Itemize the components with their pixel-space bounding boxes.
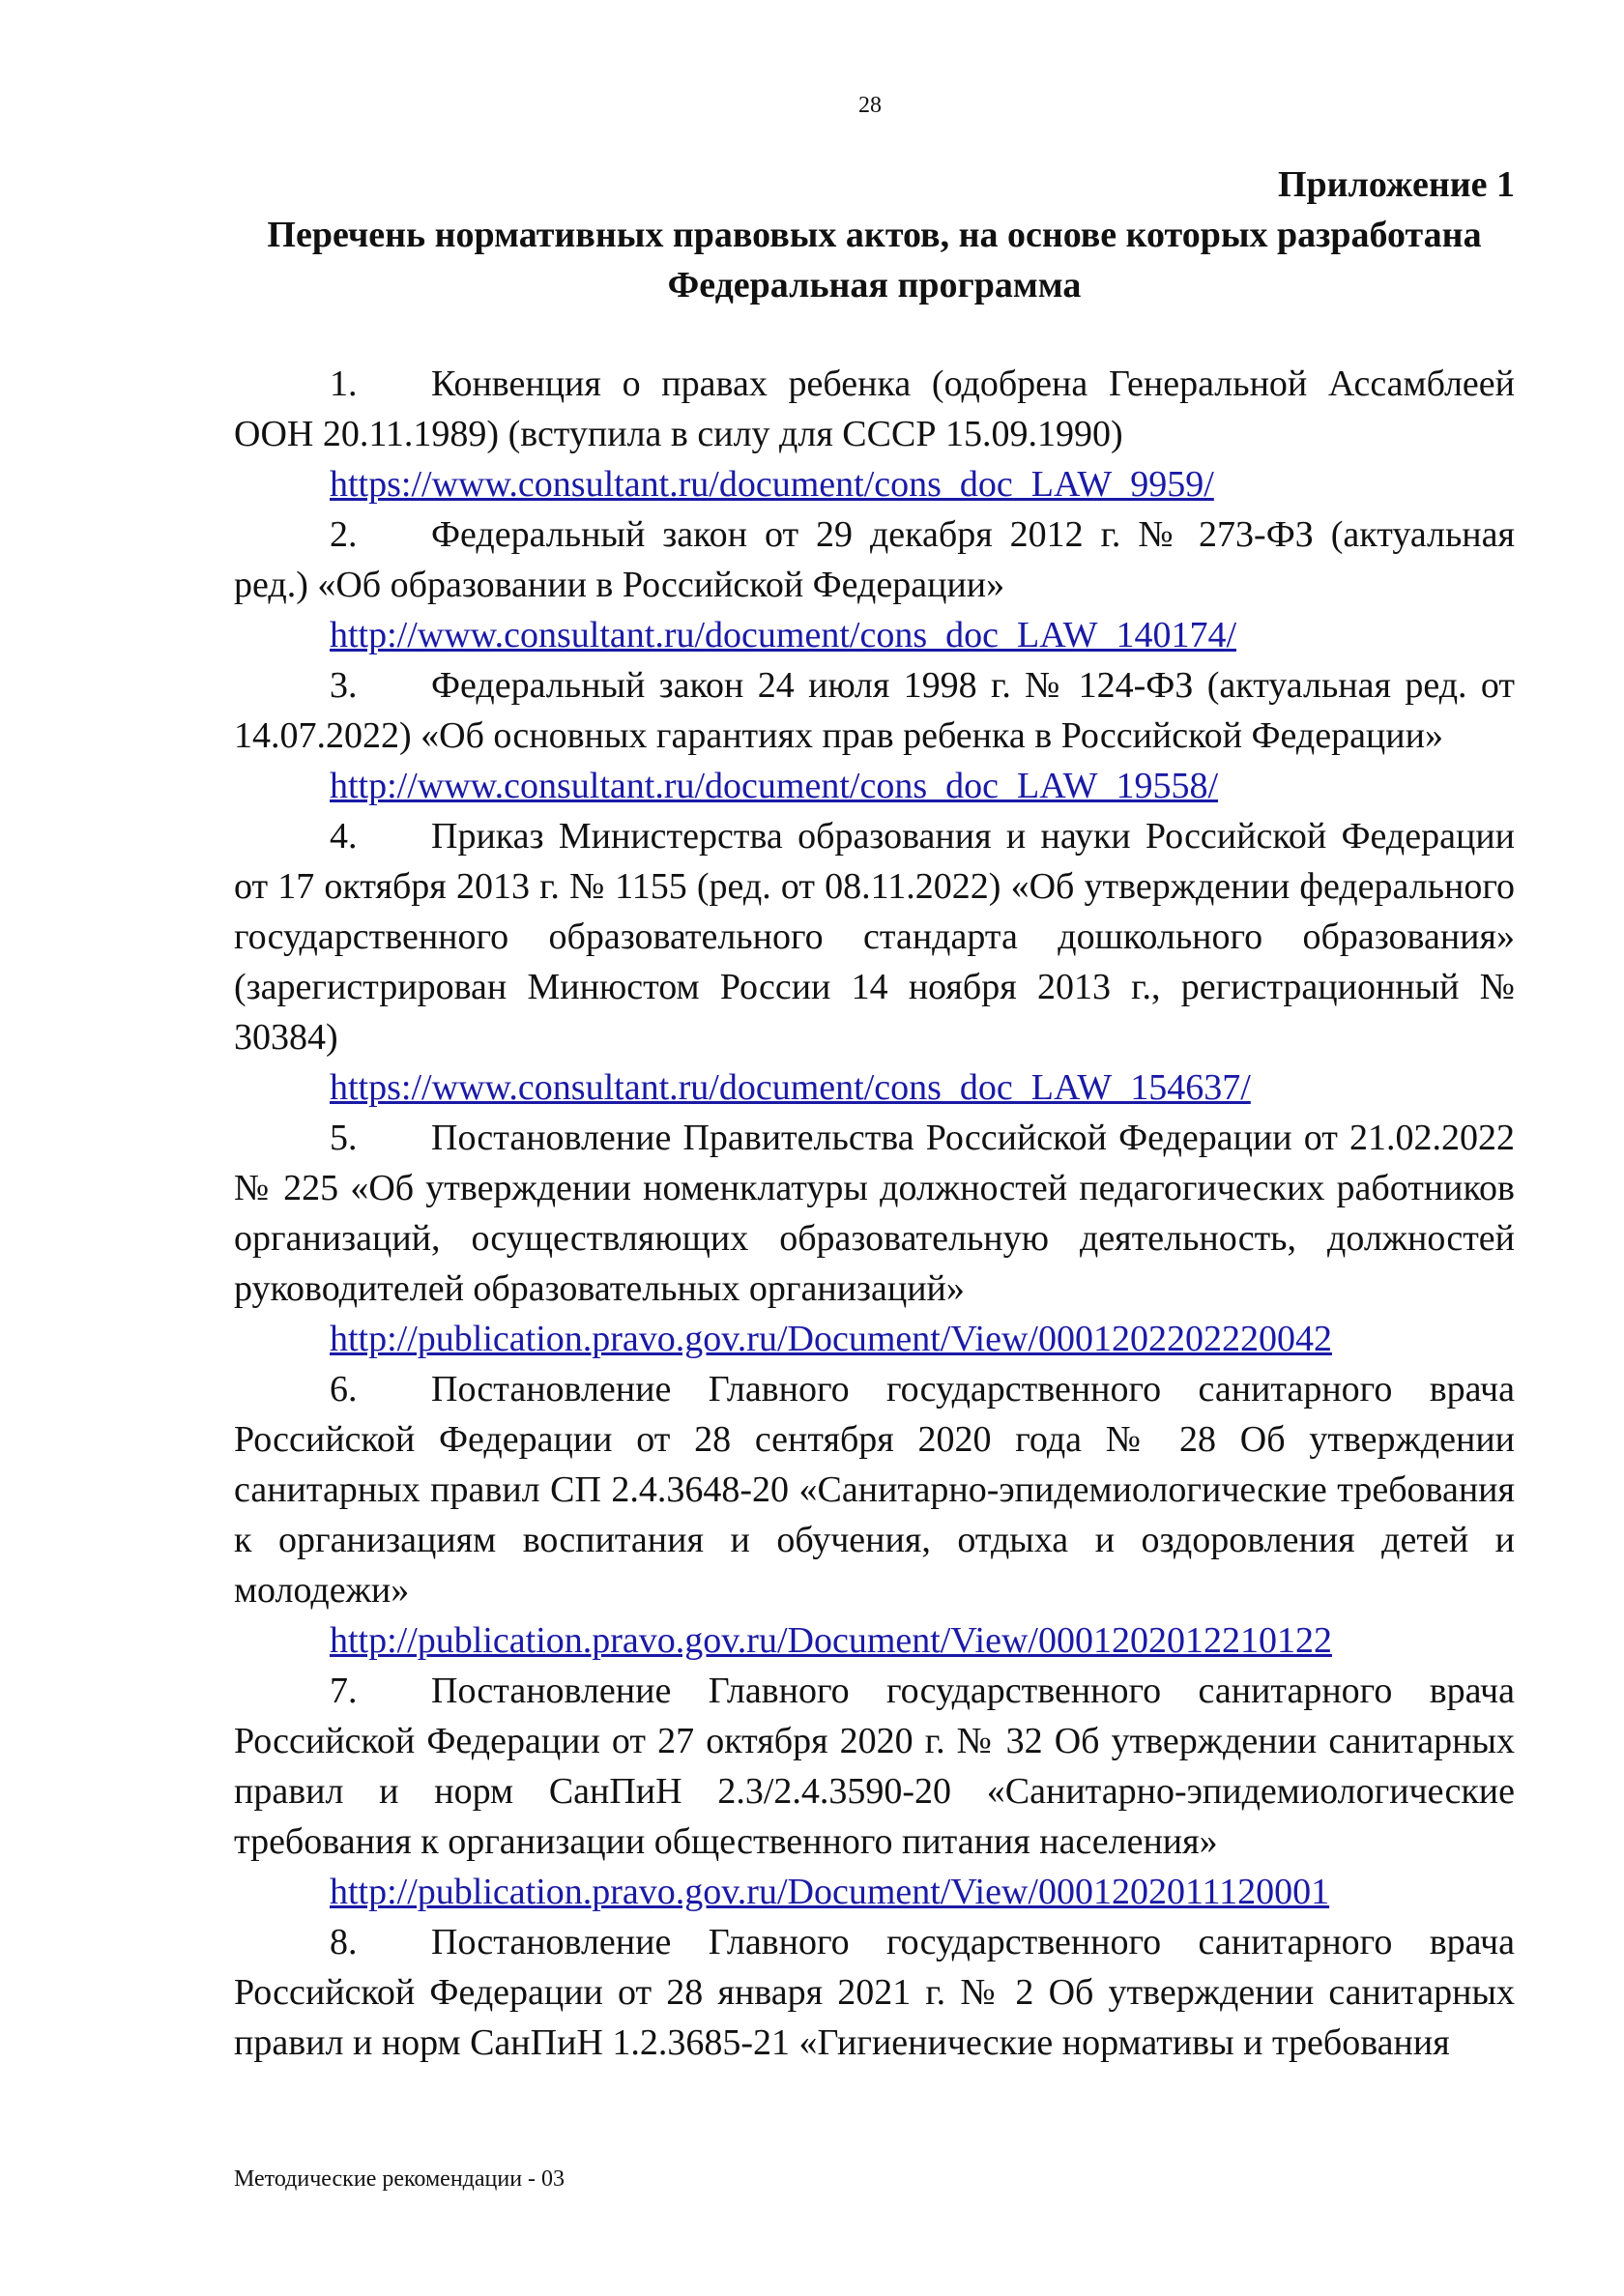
item-link[interactable]: https://www.consultant.ru/document/cons_doc_LAW_154637/ [330, 1067, 1251, 1108]
item-link[interactable]: http://publication.pravo.gov.ru/Document/View/0001202012210122 [330, 1620, 1332, 1661]
list-item-4 [234, 811, 1515, 1113]
item-link[interactable]: http://publication.pravo.gov.ru/Document/View/0001202202220042 [330, 1319, 1332, 1359]
document-body [234, 160, 1515, 2068]
item-text: Постановление Главного государственного санитарного врача Российской Федерации от 27 октября 2020 г. № 32 Об утверждении санитарных правил и норм СанПиН 2.3/2.4.3590-20 «Санитарно-эпидемиологические требования к организации общественного питания населения» [234, 1671, 1515, 1862]
list-item-1 [234, 359, 1515, 509]
list-item-3 [234, 660, 1515, 811]
list-item-2 [234, 509, 1515, 660]
item-text: Постановление Главного государственного санитарного врача Российской Федерации от 28 января 2021 г. № 2 Об утверждении санитарных правил и норм СанПиН 1.2.3685-21 «Гигиенические нормативы и требования [234, 1922, 1515, 2063]
item-text: Приказ Министерства образования и науки Российской Федерации от 17 октября 2013 г. № 1155 (ред. от 08.11.2022) «Об утверждении федерального государственного образовательного стандарта дошкольного образования» (зарегистрирован Минюстом России 14 ноября 2013 г., регистрационный № 30384) [234, 816, 1515, 1058]
item-text: Постановление Главного государственного санитарного врача Российской Федерации от 28 сентября 2020 года № 28 Об утверждении санитарных правил СП 2.4.3648-20 «Санитарно-эпидемиологические требования к организациям воспитания и обучения, отдыха и оздоровления детей и молодежи» [234, 1369, 1515, 1611]
list-item-6 [234, 1364, 1515, 1666]
footer-text: Методические рекомендации - 03 [234, 2166, 566, 2192]
list-item-7 [234, 1666, 1515, 1917]
item-number: 5. [330, 1118, 358, 1158]
item-link[interactable]: http://www.consultant.ru/document/cons_doc_LAW_140174/ [330, 615, 1237, 655]
item-number: 4. [330, 816, 358, 857]
item-number: 2. [330, 514, 358, 555]
page-number: 28 [858, 93, 882, 118]
item-text: Федеральный закон 24 июля 1998 г. № 124-ФЗ (актуальная ред. от 14.07.2022) «Об основных гарантиях прав ребенка в Российской Федерации» [234, 665, 1515, 756]
item-link[interactable]: http://publication.pravo.gov.ru/Document/View/0001202011120001 [330, 1872, 1330, 1912]
item-text: Конвенция о правах ребенка (одобрена Генеральной Ассамблеей ООН 20.11.1989) (вступила в силу для СССР 15.09.1990) [234, 363, 1515, 454]
item-text: Постановление Правительства Российской Федерации от 21.02.2022 № 225 «Об утверждении номенклатуры должностей педагогических работников организаций, осуществляющих образовательную деятельность, должностей руководителей образовательных организаций» [234, 1118, 1515, 1309]
page-title: Перечень нормативных правовых актов, на основе которых разработана Федеральная программа [267, 215, 1482, 305]
list-item-8 [234, 1917, 1515, 2068]
item-number: 6. [330, 1369, 358, 1410]
item-number: 7. [330, 1671, 358, 1711]
list-item-5 [234, 1113, 1515, 1364]
item-number: 3. [330, 665, 358, 706]
appendix-label: Приложение 1 [1277, 164, 1515, 205]
item-number: 1. [330, 363, 358, 404]
item-link[interactable]: https://www.consultant.ru/document/cons_doc_LAW_9959/ [330, 464, 1214, 505]
item-text: Федеральный закон от 29 декабря 2012 г. № 273-ФЗ (актуальная ред.) «Об образовании в Российской Федерации» [234, 514, 1515, 605]
item-number: 8. [330, 1922, 358, 1962]
item-link[interactable]: http://www.consultant.ru/document/cons_doc_LAW_19558/ [330, 766, 1219, 806]
